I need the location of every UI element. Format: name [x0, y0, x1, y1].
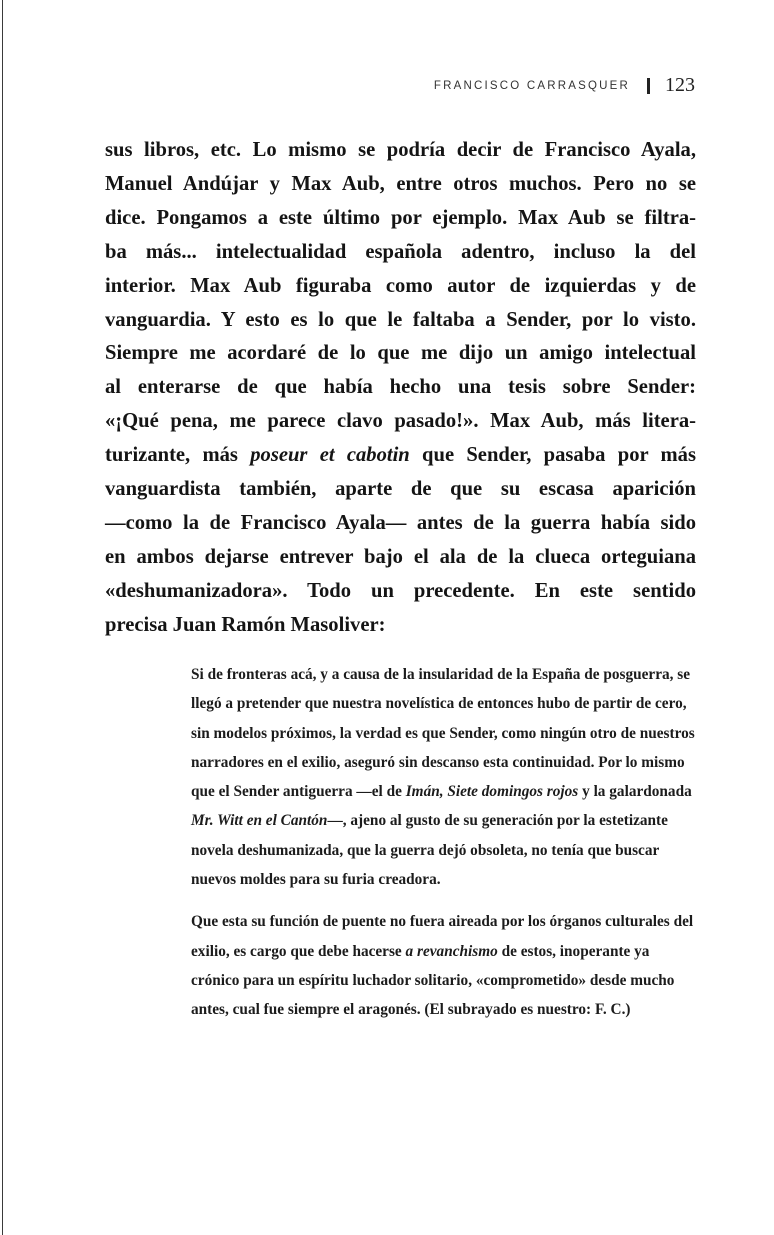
body-line: ba más... intelectualidad española adentro, incluso la del [105, 240, 696, 263]
quote-text-run: de estos, inoperante ya crónico para un espíritu luchador solitario, «comprometido» desde mucho antes, cual fue siempre el aragonés. (El subrayado es nuestro: F. C.) [191, 942, 675, 1019]
block-quote [191, 660, 696, 1025]
quote-text-run: —, ajeno al gusto de su generación por la estetizante novela deshumanizada, que la guerra dejó obsoleta, no tenía que buscar nuevos moldes para su furia creadora. [191, 812, 668, 889]
body-line: Manuel Andújar y Max Aub, entre otros muchos. Pero no se [105, 172, 696, 195]
running-head [380, 74, 695, 97]
body-line: interior. Max Aub figuraba como autor de izquierdas y de [105, 274, 696, 297]
body-line: sus libros, etc. Lo mismo se podría decir de Francisco Ayala, [105, 139, 696, 161]
body-line: —como la de Francisco Ayala— antes de la guerra había sido [105, 511, 696, 534]
body-line: vanguardia. Y esto es lo que le faltaba a Sender, por lo visto. [105, 308, 696, 331]
body-line: dice. Pongamos a este último por ejemplo. Max Aub se filtra- [105, 206, 696, 229]
quote-italic-phrase: a revanchismo [405, 942, 498, 960]
body-line: «¡Qué pena, me parece clavo pasado!». Max Aub, más litera- [105, 410, 696, 433]
body-italic-phrase: poseur et cabotin [250, 444, 410, 467]
quote-paragraph-1 [191, 660, 696, 894]
quote-text-run: Si de fronteras acá, y a causa de la insularidad de la España de posguerra, se llegó a pretender que nuestra novelística de entonces hubo de partir de cero, sin modelos próximos, la verdad es que Sender, como ningún otro de nuestros narradores en el exilio, aseguró sin descanso esta continuidad. Por lo mismo que el Sender antiguerra —el de [191, 666, 695, 801]
page-number: 123 [665, 74, 695, 96]
body-line: precisa Juan Ramón Masoliver: [105, 613, 386, 636]
body-text-run: que Sender, pasaba por más [409, 444, 696, 467]
quote-paragraph-2 [191, 907, 696, 1024]
quote-italic-title: Imán, Siete domingos rojos [405, 783, 579, 801]
body-paragraph [105, 134, 696, 643]
body-line: en ambos dejarse entrever bajo el ala de la clueca orteguiana [105, 545, 696, 568]
running-head-divider [647, 78, 650, 94]
body-line: «deshumanizadora». Todo un precedente. En este sentido [105, 579, 696, 602]
quote-text-run: y la galardonada [578, 783, 692, 801]
quote-text-run: Que esta su función de puente no fuera aireada por los órganos culturales del exilio, es cargo que debe hacerse [191, 913, 694, 960]
body-line: vanguardista también, aparte de que su escasa aparición [105, 478, 696, 501]
body-line [105, 439, 696, 473]
quote-italic-title: Mr. Witt en el Cantón [191, 812, 328, 830]
page-edge-line [2, 0, 3, 1235]
running-head-author: FRANCISCO CARRASQUER [433, 79, 630, 92]
body-text-run: turizante, más [105, 444, 251, 467]
body-line: Siempre me acordaré de lo que me dijo un amigo intelectual [105, 342, 696, 365]
body-line: al enterarse de que había hecho una tesis sobre Sender: [105, 376, 696, 399]
